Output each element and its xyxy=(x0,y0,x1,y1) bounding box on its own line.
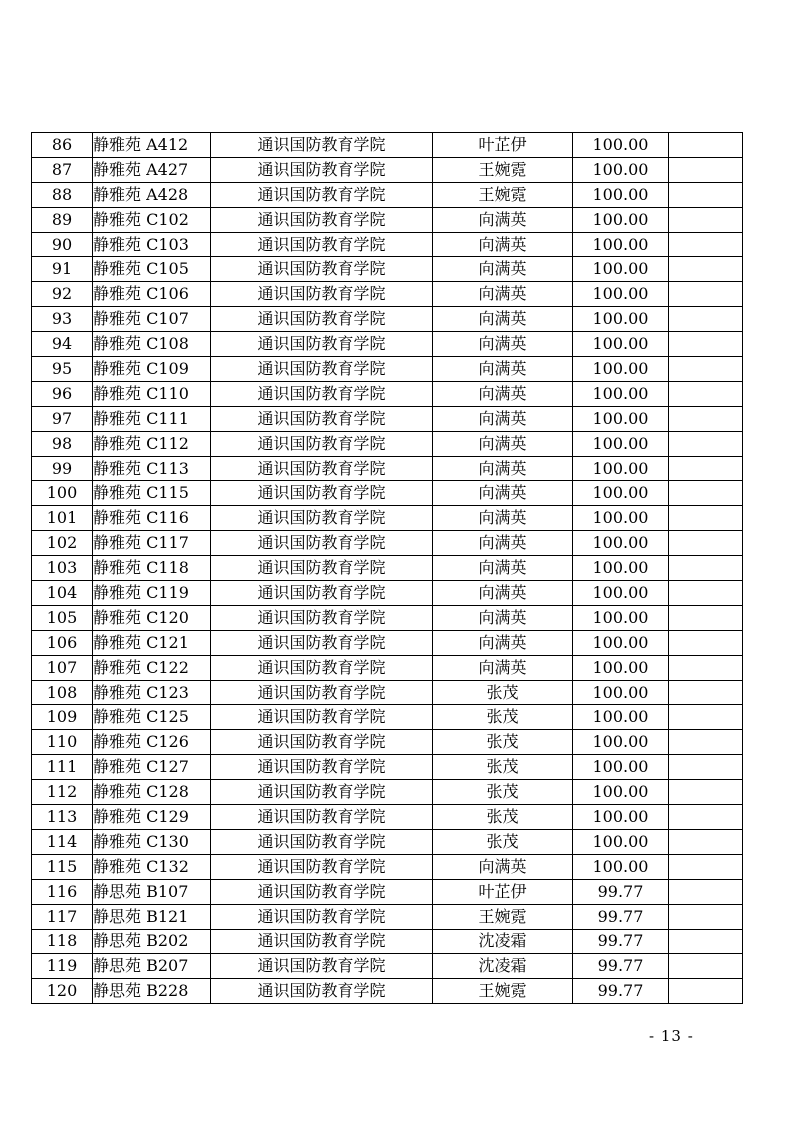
school-cell: 通识国防教育学院 xyxy=(211,357,433,382)
school-cell: 通识国防教育学院 xyxy=(211,556,433,581)
table-row xyxy=(32,680,743,705)
school-cell: 通识国防教育学院 xyxy=(211,531,433,556)
table-row xyxy=(32,456,743,481)
school-cell: 通识国防教育学院 xyxy=(211,481,433,506)
dorm-room-cell: 静思苑 B121 xyxy=(93,904,211,929)
table-row xyxy=(32,406,743,431)
score-cell: 100.00 xyxy=(573,357,669,382)
table-row xyxy=(32,605,743,630)
counselor-name-cell: 向满英 xyxy=(433,406,573,431)
row-number-cell: 104 xyxy=(32,581,93,606)
dorm-room-cell: 静雅苑 C130 xyxy=(93,829,211,854)
row-number-cell: 95 xyxy=(32,357,93,382)
score-cell: 100.00 xyxy=(573,506,669,531)
score-cell: 99.77 xyxy=(573,904,669,929)
dorm-room-cell: 静雅苑 C127 xyxy=(93,755,211,780)
row-number-cell: 120 xyxy=(32,979,93,1004)
table-row xyxy=(32,157,743,182)
row-number-cell: 117 xyxy=(32,904,93,929)
counselor-name-cell: 向满英 xyxy=(433,556,573,581)
dorm-room-cell: 静雅苑 C121 xyxy=(93,630,211,655)
counselor-name-cell: 向满英 xyxy=(433,481,573,506)
dorm-room-cell: 静雅苑 A427 xyxy=(93,157,211,182)
remark-cell xyxy=(669,655,743,680)
school-cell: 通识国防教育学院 xyxy=(211,431,433,456)
score-cell: 100.00 xyxy=(573,133,669,158)
row-number-cell: 99 xyxy=(32,456,93,481)
table-row xyxy=(32,630,743,655)
table-row xyxy=(32,581,743,606)
table-row xyxy=(32,307,743,332)
row-number-cell: 91 xyxy=(32,257,93,282)
counselor-name-cell: 王婉霓 xyxy=(433,979,573,1004)
dorm-room-cell: 静雅苑 C116 xyxy=(93,506,211,531)
remark-cell xyxy=(669,705,743,730)
table-row xyxy=(32,381,743,406)
row-number-cell: 101 xyxy=(32,506,93,531)
dorm-room-cell: 静雅苑 C117 xyxy=(93,531,211,556)
remark-cell xyxy=(669,381,743,406)
score-cell: 100.00 xyxy=(573,755,669,780)
dorm-room-cell: 静雅苑 C126 xyxy=(93,730,211,755)
school-cell: 通识国防教育学院 xyxy=(211,406,433,431)
score-cell: 100.00 xyxy=(573,730,669,755)
school-cell: 通识国防教育学院 xyxy=(211,282,433,307)
counselor-name-cell: 向满英 xyxy=(433,456,573,481)
row-number-cell: 109 xyxy=(32,705,93,730)
row-number-cell: 105 xyxy=(32,605,93,630)
remark-cell xyxy=(669,207,743,232)
row-number-cell: 97 xyxy=(32,406,93,431)
table-row xyxy=(32,929,743,954)
row-number-cell: 86 xyxy=(32,133,93,158)
row-number-cell: 107 xyxy=(32,655,93,680)
score-cell: 100.00 xyxy=(573,406,669,431)
dorm-room-cell: 静思苑 B202 xyxy=(93,929,211,954)
counselor-name-cell: 叶芷伊 xyxy=(433,133,573,158)
table-row xyxy=(32,655,743,680)
score-cell: 100.00 xyxy=(573,680,669,705)
score-cell: 100.00 xyxy=(573,182,669,207)
school-cell: 通识国防教育学院 xyxy=(211,307,433,332)
row-number-cell: 119 xyxy=(32,954,93,979)
remark-cell xyxy=(669,282,743,307)
remark-cell xyxy=(669,605,743,630)
remark-cell xyxy=(669,531,743,556)
row-number-cell: 87 xyxy=(32,157,93,182)
remark-cell xyxy=(669,456,743,481)
school-cell: 通识国防教育学院 xyxy=(211,605,433,630)
score-cell: 100.00 xyxy=(573,481,669,506)
counselor-name-cell: 向满英 xyxy=(433,232,573,257)
counselor-name-cell: 向满英 xyxy=(433,207,573,232)
table-row xyxy=(32,133,743,158)
score-cell: 100.00 xyxy=(573,630,669,655)
school-cell: 通识国防教育学院 xyxy=(211,730,433,755)
score-cell: 100.00 xyxy=(573,780,669,805)
table-row xyxy=(32,954,743,979)
table-row xyxy=(32,780,743,805)
table-row xyxy=(32,207,743,232)
row-number-cell: 102 xyxy=(32,531,93,556)
row-number-cell: 108 xyxy=(32,680,93,705)
counselor-name-cell: 向满英 xyxy=(433,307,573,332)
dorm-room-cell: 静思苑 B207 xyxy=(93,954,211,979)
dorm-room-cell: 静雅苑 C113 xyxy=(93,456,211,481)
table-row xyxy=(32,705,743,730)
row-number-cell: 89 xyxy=(32,207,93,232)
school-cell: 通识国防教育学院 xyxy=(211,854,433,879)
remark-cell xyxy=(669,307,743,332)
row-number-cell: 112 xyxy=(32,780,93,805)
dorm-room-cell: 静雅苑 C128 xyxy=(93,780,211,805)
score-cell: 100.00 xyxy=(573,332,669,357)
remark-cell xyxy=(669,854,743,879)
school-cell: 通识国防教育学院 xyxy=(211,780,433,805)
score-cell: 100.00 xyxy=(573,431,669,456)
table-row xyxy=(32,531,743,556)
dorm-room-cell: 静雅苑 C105 xyxy=(93,257,211,282)
counselor-name-cell: 向满英 xyxy=(433,854,573,879)
remark-cell xyxy=(669,780,743,805)
school-cell: 通识国防教育学院 xyxy=(211,332,433,357)
score-cell: 100.00 xyxy=(573,232,669,257)
remark-cell xyxy=(669,257,743,282)
counselor-name-cell: 张茂 xyxy=(433,780,573,805)
dorm-room-cell: 静雅苑 C122 xyxy=(93,655,211,680)
counselor-name-cell: 张茂 xyxy=(433,805,573,830)
dorm-room-cell: 静雅苑 C123 xyxy=(93,680,211,705)
dorm-room-cell: 静雅苑 C112 xyxy=(93,431,211,456)
remark-cell xyxy=(669,232,743,257)
page-number: - 13 - xyxy=(649,1027,694,1045)
school-cell: 通识国防教育学院 xyxy=(211,232,433,257)
row-number-cell: 96 xyxy=(32,381,93,406)
table-row xyxy=(32,904,743,929)
dorm-room-cell: 静雅苑 C125 xyxy=(93,705,211,730)
remark-cell xyxy=(669,755,743,780)
row-number-cell: 118 xyxy=(32,929,93,954)
row-number-cell: 111 xyxy=(32,755,93,780)
score-cell: 100.00 xyxy=(573,531,669,556)
remark-cell xyxy=(669,879,743,904)
table-row xyxy=(32,257,743,282)
counselor-name-cell: 向满英 xyxy=(433,357,573,382)
school-cell: 通识国防教育学院 xyxy=(211,705,433,730)
row-number-cell: 116 xyxy=(32,879,93,904)
score-cell: 100.00 xyxy=(573,381,669,406)
row-number-cell: 88 xyxy=(32,182,93,207)
dorm-room-cell: 静雅苑 A428 xyxy=(93,182,211,207)
counselor-name-cell: 向满英 xyxy=(433,531,573,556)
counselor-name-cell: 叶芷伊 xyxy=(433,879,573,904)
remark-cell xyxy=(669,431,743,456)
school-cell: 通识国防教育学院 xyxy=(211,680,433,705)
dorm-room-cell: 静思苑 B228 xyxy=(93,979,211,1004)
school-cell: 通识国防教育学院 xyxy=(211,954,433,979)
remark-cell xyxy=(669,680,743,705)
row-number-cell: 115 xyxy=(32,854,93,879)
score-cell: 99.77 xyxy=(573,929,669,954)
row-number-cell: 110 xyxy=(32,730,93,755)
school-cell: 通识国防教育学院 xyxy=(211,207,433,232)
row-number-cell: 98 xyxy=(32,431,93,456)
remark-cell xyxy=(669,481,743,506)
table-row xyxy=(32,979,743,1004)
score-cell: 100.00 xyxy=(573,705,669,730)
dorm-room-cell: 静雅苑 C102 xyxy=(93,207,211,232)
remark-cell xyxy=(669,332,743,357)
remark-cell xyxy=(669,730,743,755)
remark-cell xyxy=(669,581,743,606)
dorm-room-cell: 静雅苑 C111 xyxy=(93,406,211,431)
remark-cell xyxy=(669,133,743,158)
school-cell: 通识国防教育学院 xyxy=(211,929,433,954)
table-row xyxy=(32,730,743,755)
dormitory-score-table xyxy=(31,132,743,1004)
school-cell: 通识国防教育学院 xyxy=(211,506,433,531)
score-cell: 100.00 xyxy=(573,829,669,854)
score-cell: 100.00 xyxy=(573,207,669,232)
dorm-room-cell: 静雅苑 C110 xyxy=(93,381,211,406)
row-number-cell: 90 xyxy=(32,232,93,257)
table-body xyxy=(32,133,743,1004)
school-cell: 通识国防教育学院 xyxy=(211,581,433,606)
counselor-name-cell: 张茂 xyxy=(433,730,573,755)
remark-cell xyxy=(669,929,743,954)
score-cell: 100.00 xyxy=(573,157,669,182)
school-cell: 通识国防教育学院 xyxy=(211,979,433,1004)
table-row xyxy=(32,332,743,357)
counselor-name-cell: 向满英 xyxy=(433,381,573,406)
counselor-name-cell: 张茂 xyxy=(433,755,573,780)
school-cell: 通识国防教育学院 xyxy=(211,655,433,680)
dorm-room-cell: 静雅苑 C119 xyxy=(93,581,211,606)
school-cell: 通识国防教育学院 xyxy=(211,133,433,158)
school-cell: 通识国防教育学院 xyxy=(211,879,433,904)
remark-cell xyxy=(669,506,743,531)
remark-cell xyxy=(669,805,743,830)
school-cell: 通识国防教育学院 xyxy=(211,755,433,780)
dorm-room-cell: 静雅苑 C109 xyxy=(93,357,211,382)
table-row xyxy=(32,506,743,531)
counselor-name-cell: 张茂 xyxy=(433,680,573,705)
row-number-cell: 114 xyxy=(32,829,93,854)
row-number-cell: 106 xyxy=(32,630,93,655)
counselor-name-cell: 沈凌霜 xyxy=(433,954,573,979)
score-cell: 100.00 xyxy=(573,282,669,307)
counselor-name-cell: 向满英 xyxy=(433,581,573,606)
row-number-cell: 94 xyxy=(32,332,93,357)
remark-cell xyxy=(669,829,743,854)
table-row xyxy=(32,232,743,257)
table-row xyxy=(32,481,743,506)
counselor-name-cell: 王婉霓 xyxy=(433,904,573,929)
school-cell: 通识国防教育学院 xyxy=(211,456,433,481)
remark-cell xyxy=(669,406,743,431)
counselor-name-cell: 向满英 xyxy=(433,630,573,655)
dorm-room-cell: 静雅苑 C120 xyxy=(93,605,211,630)
row-number-cell: 100 xyxy=(32,481,93,506)
remark-cell xyxy=(669,556,743,581)
school-cell: 通识国防教育学院 xyxy=(211,805,433,830)
counselor-name-cell: 向满英 xyxy=(433,282,573,307)
row-number-cell: 92 xyxy=(32,282,93,307)
row-number-cell: 113 xyxy=(32,805,93,830)
score-cell: 100.00 xyxy=(573,257,669,282)
score-cell: 99.77 xyxy=(573,954,669,979)
dorm-room-cell: 静思苑 B107 xyxy=(93,879,211,904)
remark-cell xyxy=(669,357,743,382)
remark-cell xyxy=(669,904,743,929)
table-row xyxy=(32,854,743,879)
score-cell: 100.00 xyxy=(573,854,669,879)
counselor-name-cell: 王婉霓 xyxy=(433,182,573,207)
school-cell: 通识国防教育学院 xyxy=(211,182,433,207)
dorm-room-cell: 静雅苑 C118 xyxy=(93,556,211,581)
dorm-room-cell: 静雅苑 C106 xyxy=(93,282,211,307)
score-cell: 100.00 xyxy=(573,805,669,830)
table-row xyxy=(32,755,743,780)
school-cell: 通识国防教育学院 xyxy=(211,904,433,929)
dorm-room-cell: 静雅苑 C129 xyxy=(93,805,211,830)
remark-cell xyxy=(669,157,743,182)
dorm-room-cell: 静雅苑 C108 xyxy=(93,332,211,357)
score-cell: 99.77 xyxy=(573,979,669,1004)
row-number-cell: 103 xyxy=(32,556,93,581)
score-cell: 100.00 xyxy=(573,655,669,680)
dorm-room-cell: 静雅苑 C107 xyxy=(93,307,211,332)
remark-cell xyxy=(669,182,743,207)
remark-cell xyxy=(669,979,743,1004)
school-cell: 通识国防教育学院 xyxy=(211,157,433,182)
counselor-name-cell: 向满英 xyxy=(433,506,573,531)
table-row xyxy=(32,431,743,456)
score-cell: 100.00 xyxy=(573,581,669,606)
score-cell: 100.00 xyxy=(573,556,669,581)
table-row xyxy=(32,556,743,581)
school-cell: 通识国防教育学院 xyxy=(211,257,433,282)
dorm-room-cell: 静雅苑 A412 xyxy=(93,133,211,158)
counselor-name-cell: 向满英 xyxy=(433,605,573,630)
table-row xyxy=(32,357,743,382)
counselor-name-cell: 向满英 xyxy=(433,332,573,357)
counselor-name-cell: 沈凌霜 xyxy=(433,929,573,954)
remark-cell xyxy=(669,630,743,655)
counselor-name-cell: 向满英 xyxy=(433,431,573,456)
score-cell: 99.77 xyxy=(573,879,669,904)
counselor-name-cell: 向满英 xyxy=(433,655,573,680)
table-row xyxy=(32,282,743,307)
table-row xyxy=(32,879,743,904)
counselor-name-cell: 张茂 xyxy=(433,829,573,854)
table-row xyxy=(32,805,743,830)
score-cell: 100.00 xyxy=(573,307,669,332)
remark-cell xyxy=(669,954,743,979)
school-cell: 通识国防教育学院 xyxy=(211,381,433,406)
row-number-cell: 93 xyxy=(32,307,93,332)
table-row xyxy=(32,182,743,207)
score-cell: 100.00 xyxy=(573,456,669,481)
school-cell: 通识国防教育学院 xyxy=(211,630,433,655)
counselor-name-cell: 张茂 xyxy=(433,705,573,730)
dorm-room-cell: 静雅苑 C132 xyxy=(93,854,211,879)
dorm-room-cell: 静雅苑 C103 xyxy=(93,232,211,257)
counselor-name-cell: 向满英 xyxy=(433,257,573,282)
counselor-name-cell: 王婉霓 xyxy=(433,157,573,182)
score-cell: 100.00 xyxy=(573,605,669,630)
school-cell: 通识国防教育学院 xyxy=(211,829,433,854)
table-row xyxy=(32,829,743,854)
dorm-room-cell: 静雅苑 C115 xyxy=(93,481,211,506)
